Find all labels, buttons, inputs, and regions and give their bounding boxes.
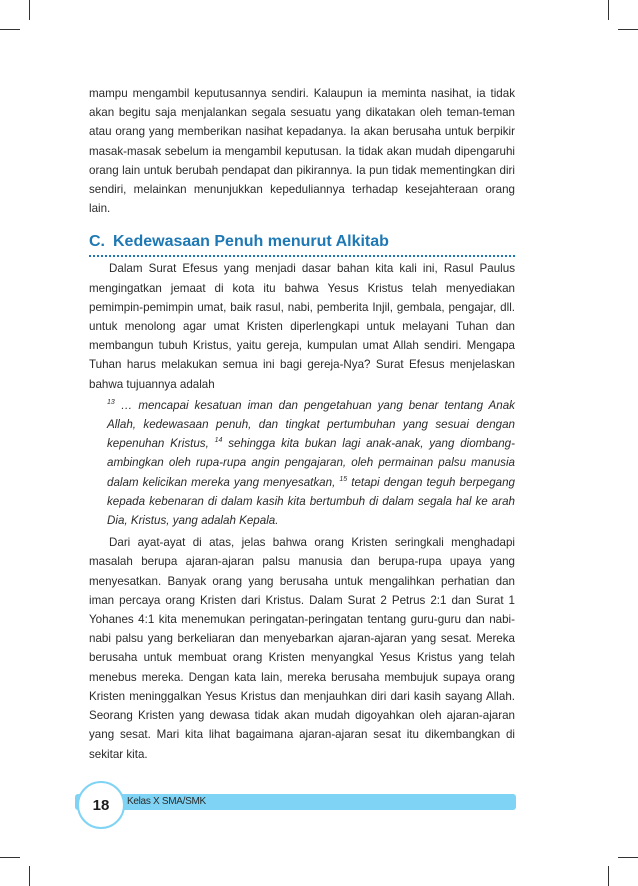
verse-number: 14 bbox=[214, 437, 223, 445]
verse-text: sehingga kita bukan lagi anak-anak, yang diombang-ambingkan oleh rupa-rupa angin pengajaran, oleh permainan palsu manusia dalam kelicikan mereka yang menyesatkan, bbox=[107, 437, 515, 489]
body-paragraph: Dalam Surat Efesus yang menjadi dasar bahan kita kali ini, Rasul Paulus mengingatkan jemaat di kota itu bahwa Yesus Kristus telah menyediakan pemimpin-pemimpin umat, baik rasul, nabi, pemberita Injil, gembala, pengajar, dll. untuk menolong agar umat Kristen diperlengkapi untuk melayani Tuhan dan membangun tubuh Kristus, yaitu gereja, kumpulan umat Allah sendiri. Mengapa Tuhan harus melakukan semua ini bagi gereja-Nya? Surat Efesus menjelaskan bahwa tujuannya adalah bbox=[89, 262, 515, 391]
section-heading bbox=[89, 232, 515, 257]
page-number: 18 bbox=[77, 781, 125, 829]
scripture-quote bbox=[107, 396, 515, 530]
crop-mark bbox=[29, 866, 30, 886]
crop-mark bbox=[0, 29, 20, 30]
crop-mark bbox=[608, 0, 609, 20]
section-letter: C. bbox=[89, 233, 105, 251]
crop-mark bbox=[618, 29, 638, 30]
page-content bbox=[89, 84, 515, 764]
crop-mark bbox=[0, 857, 20, 858]
section-title: Kedewasaan Penuh menurut Alkitab bbox=[113, 233, 389, 251]
book-title: Kelas X SMA/SMK bbox=[127, 796, 206, 807]
crop-mark bbox=[29, 0, 30, 20]
verse-text: … mencapai kesatuan iman dan pengetahuan yang benar tentang Anak Allah, kedewasaan penuh, dan tingkat pertumbuhan yang sesuai dengan kepenuhan Kristus, bbox=[107, 398, 515, 451]
verse-number: 13 bbox=[107, 398, 115, 406]
body-paragraph: Dari ayat-ayat di atas, jelas bahwa orang Kristen seringkali menghadapi masalah berupa ajaran-ajaran palsu manusia dan berupa-rupa upaya yang menyesatkan. Banyak orang yang berusaha untuk mengalihkan perhatian dan iman percaya orang Kristen dari Kristus. Dalam Surat 2 Petrus 2:1 dan Surat 1 Yohanes 4:1 kita menemukan peringatan-peringatan tentang guru-guru dan nabi-nabi palsu yang berkeliaran dan menyebarkan ajaran-ajaran yang sesat. Mereka berusaha untuk membuat orang Kristen menyangkal Yesus Kristus yang telah menebus mereka. Dengan kata lain, mereka berusaha membujuk supaya orang Kristen meninggalkan Yesus Kristus dan menjauhkan diri dari kasih sayang Allah. Seorang Kristen yang dewasa tidak akan mudah digoyahkan oleh ajaran-ajaran yang sesat. Mari kita lihat bagaimana ajaran-ajaran sesat itu dikembangkan di sekitar kita. bbox=[89, 536, 515, 761]
crop-mark bbox=[608, 866, 609, 886]
intro-paragraph: mampu mengambil keputusannya sendiri. Kalaupun ia meminta nasihat, ia tidak akan begitu saja menjalankan segala sesuatu yang dikatakan oleh teman-teman atau orang yang memberikan nasihat kepadanya. Ia akan berusaha untuk berpikir masak-masak sebelum ia mengambil keputusan. Ia tidak akan mudah dipengaruhi orang lain untuk berubah pendapat dan pikirannya. Ia pun tidak mementingkan diri sendiri, melainkan menunjukkan kepeduliannya terhadap kesejahteraan orang lain. bbox=[89, 87, 515, 216]
verse-number: 15 bbox=[339, 475, 348, 483]
verse-text: tetapi dengan teguh berpegang kepada kebenaran di dalam kasih kita bertumbuh di dalam segala hal ke arah Dia, Kristus, yang adalah Kepala. bbox=[107, 475, 515, 528]
crop-mark bbox=[618, 857, 638, 858]
